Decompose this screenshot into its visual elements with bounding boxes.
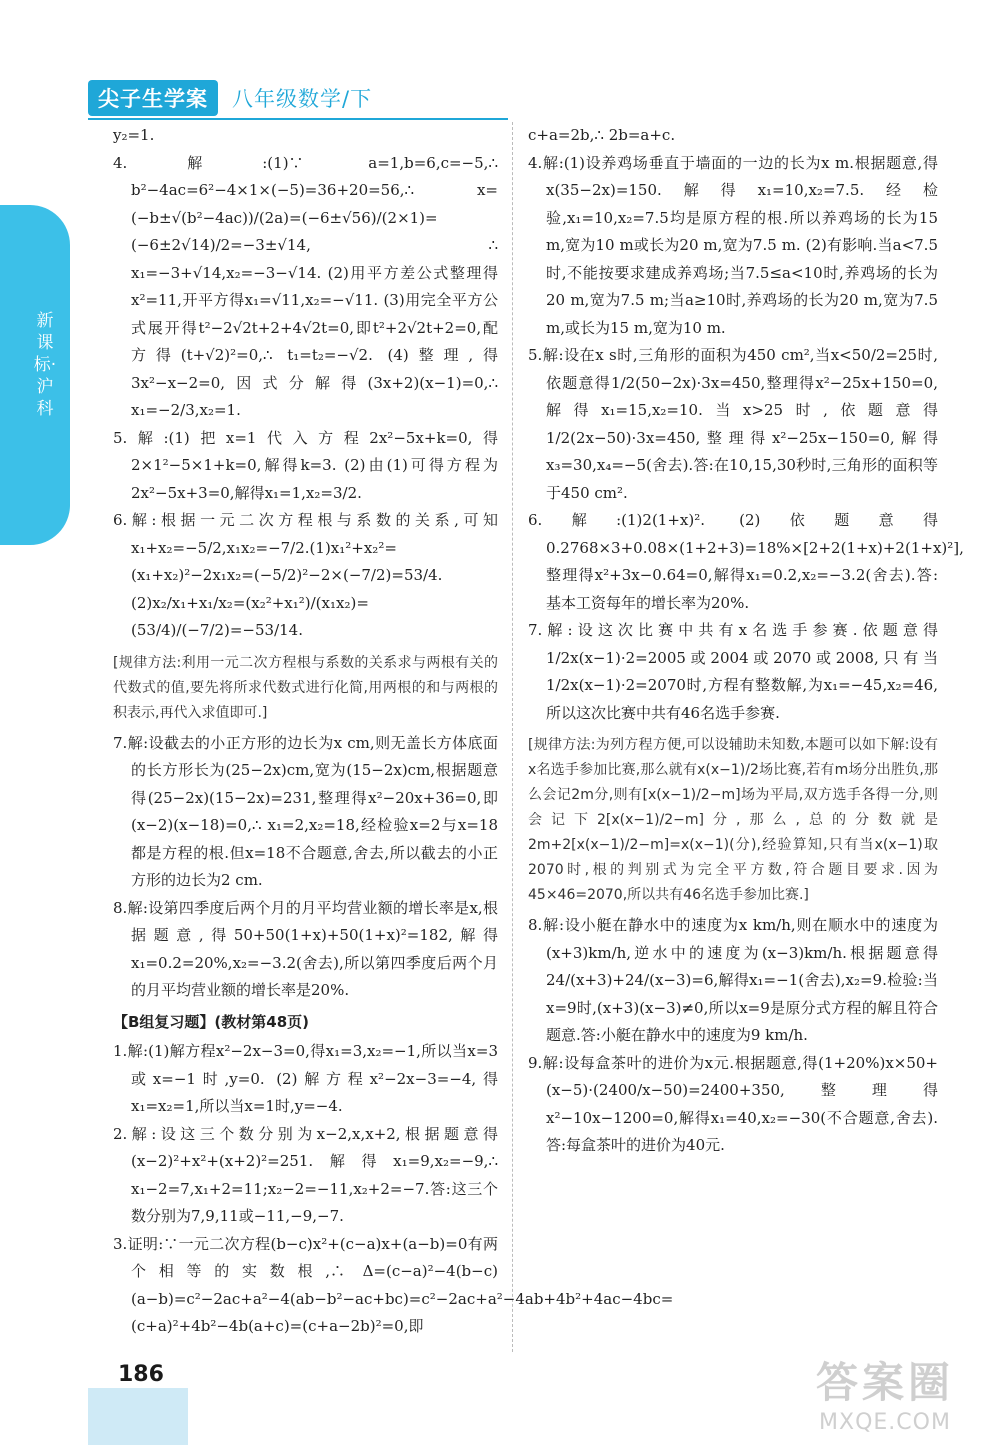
answer-item: 4.解:(1)设养鸡场垂直于墙面的一边的长为x m.根据题意,得x(35−2x)=150.解得x₁=10,x₂=7.5.经检验,x₁=10,x₂=7.5均是原方程的根.所以养鸡场的长为15 m,宽为10 m或长为20 m,宽为7.5 m. (2)有影响.当a<7.5时,不能按要求建成养鸡场;当7.5≤a<10时,养鸡场的长为20 m,宽为7.5 m;当a≥10时,养鸡场的长为20 m,宽为7.5 m,或长为15 m,宽为10 m.	[528, 153, 938, 337]
answer-item: 4.解:(1)∵ a=1,b=6,c=−5,∴ b²−4ac=6²−4×1×(−5)=36+20=56,∴ x=(−b±√(b²−4ac))/(2a)=(−6±√56)/(2×1)=(−6±2√14)/2=−3±√14, ∴ x₁=−3+√14,x₂=−3−√14. (2)用平方差公式整理得x²=11,开平方得x₁=√11,x₂=−√11. (3)用完全平方公式展开得t²−2√2t+2+4√2t=0,即t²+2√2t+2=0,配方得(t+√2)²=0,∴ t₁=t₂=−√2. (4)整理,得3x²−x−2=0,因式分解得(3x+2)(x−1)=0,∴ x₁=−2/3,x₂=1.	[113, 153, 498, 419]
side-label: 新课标·沪科	[33, 311, 57, 419]
page-number: 186	[118, 1362, 164, 1387]
answer-item: c+a=2b,∴ 2b=a+c.	[528, 126, 676, 144]
answer-item: 8.解:设小艇在静水中的速度为x km/h,则在顺水中的速度为(x+3)km/h,逆水中的速度为(x−3)km/h.根据题意得24/(x+3)+24/(x−3)=6,解得x₁=−1(舍去),x₂=9.检验:当x=9时,(x+3)(x−3)≠0,所以x=9是原分式方程的解且符合题意.答:小艇在静水中的速度为9 km/h.	[528, 916, 938, 1044]
header-rule	[88, 118, 508, 120]
page-header	[88, 80, 372, 116]
book-subject: 八年级数学/下	[232, 87, 373, 111]
watermark-logo: 答案圈	[815, 1358, 954, 1407]
answer-item: 7.解:设这次比赛中共有x名选手参赛.依题意得1/2x(x−1)·2=2005或2004或2070或2008,只有当1/2x(x−1)·2=2070时,方程有整数解,为x₁=−45,x₂=46,所以这次比赛中共有46名选手参赛.	[528, 621, 938, 722]
watermark	[800, 1350, 970, 1435]
answer-item: 2.解:设这三个数分别为x−2,x,x+2,根据题意得(x−2)²+x²+(x+2)²=251.解得x₁=9,x₂=−9,∴ x₁−2=7,x₁+2=11;x₂−2=−11,x₂+2=−7.答:这三个数分别为7,9,11或−11,−9,−7.	[113, 1124, 498, 1225]
footer-band	[88, 1388, 188, 1445]
answer-item: 7.解:设截去的小正方形的边长为x cm,则无盖长方体底面的长方形长为(25−2x)cm,宽为(15−2x)cm,根据题意得(25−2x)(15−2x)=231,整理得x²−20x+36=0,即(x−2)(x−18)=0,∴ x₁=2,x₂=18,经检验x=2与x=18都是方程的根.但x=18不合题意,舍去,所以截去的小正方形的边长为2 cm.	[113, 733, 498, 889]
section-heading: 【B组复习题】(教材第48页)	[113, 1012, 310, 1031]
answer-item: 8.解:设第四季度后两个月的月平均营业额的增长率是x,根据题意,得50+50(1+x)+50(1+x)²=182,解得x₁=0.2=20%,x₂=−3.2(舍去),所以第四季度后两个月的月平均营业额的增长率是20%.	[113, 898, 498, 999]
answer-item: 1.解:(1)解方程x²−2x−3=0,得x₁=3,x₂=−1,所以当x=3或x=−1时,y=0. (2)解方程x²−2x−3=−4,得x₁=x₂=1,所以当x=1时,y=−4.	[113, 1042, 498, 1115]
answer-item: 6.解:(1)2(1+x)². (2)依题意得0.2768×3+0.08×(1+2+3)=18%×[2+2(1+x)+2(1+x)²],整理得x²+3x−0.64=0,解得x₁=0.2,x₂=−3.2(舍去).答:基本工资每年的增长率为20%.	[528, 511, 964, 612]
answer-item: 9.解:设每盒茶叶的进价为x元.根据题意,得(1+20%)x×50+(x−5)·(2400/x−50)=2400+350,整理得x²−10x−1200=0,解得x₁=40,x₂=−30(不合题意,舍去).答:每盒茶叶的进价为40元.	[528, 1053, 938, 1154]
answer-item: y₂=1.	[113, 126, 155, 144]
right-column	[528, 122, 964, 1160]
book-brand: 尖子生学案	[88, 80, 218, 116]
answer-item: 5.解:(1)把x=1代入方程2x²−5x+k=0,得2×1²−5×1+k=0,解得k=3. (2)由(1)可得方程为2x²−5x+3=0,解得x₁=1,x₂=3/2.	[113, 428, 498, 502]
method-tip: [规律方法:利用一元二次方程根与系数的关系求与两根有关的代数式的值,要先将所求代数式进行化简,用两根的和与两根的积表示,再代入求值即可.]	[113, 654, 498, 721]
answer-item: 3.证明:∵一元二次方程(b−c)x²+(c−a)x+(a−b)=0有两个相等的实数根,∴ Δ=(c−a)²−4(b−c)(a−b)=c²−2ac+a²−4(ab−b²−ac+bc)=c²−2ac+a²−4ab+4b²+4ac−4bc=(c+a)²+4b²−4b(a+c)=(c+a−2b)²=0,即	[113, 1234, 674, 1335]
watermark-url: MXQE.COM	[819, 1410, 951, 1435]
method-tip: [规律方法:为列方程方便,可以设辅助未知数,本题可以如下解:设有x名选手参加比赛,那么就有x(x−1)/2场比赛,若有m场分出胜负,那么会记2m分,则有[x(x−1)/2−m]场为平局,双方选手各得一分,则会记下2[x(x−1)/2−m]分,那么,总的分数就是2m+2[x(x−1)/2−m]=x(x−1)(分),经验算知,只有当x(x−1)取2070时,根的判别式为完全平方数,符合题目要求.因为45×46=2070,所以共有46名选手参加比赛.]	[528, 737, 938, 903]
column-divider	[512, 122, 513, 1352]
answer-item: 6.解:根据一元二次方程根与系数的关系,可知x₁+x₂=−5/2,x₁x₂=−7/2.(1)x₁²+x₂²=(x₁+x₂)²−2x₁x₂=(−5/2)²−2×(−7/2)=53/4. (2)x₂/x₁+x₁/x₂=(x₂²+x₁²)/(x₁x₂)=(53/4)/(−7/2)=−53/14.	[113, 511, 498, 639]
answer-item: 5.解:设在x s时,三角形的面积为450 cm²,当x<50/2=25时,依题意得1/2(50−2x)·3x=450,整理得x²−25x+150=0,解得x₁=15,x₂=10.当x>25时,依题意得1/2(2x−50)·3x=450,整理得x²−25x−150=0,解得x₃=30,x₄=−5(舍去).答:在10,15,30秒时,三角形的面积等于450 cm².	[528, 346, 938, 502]
